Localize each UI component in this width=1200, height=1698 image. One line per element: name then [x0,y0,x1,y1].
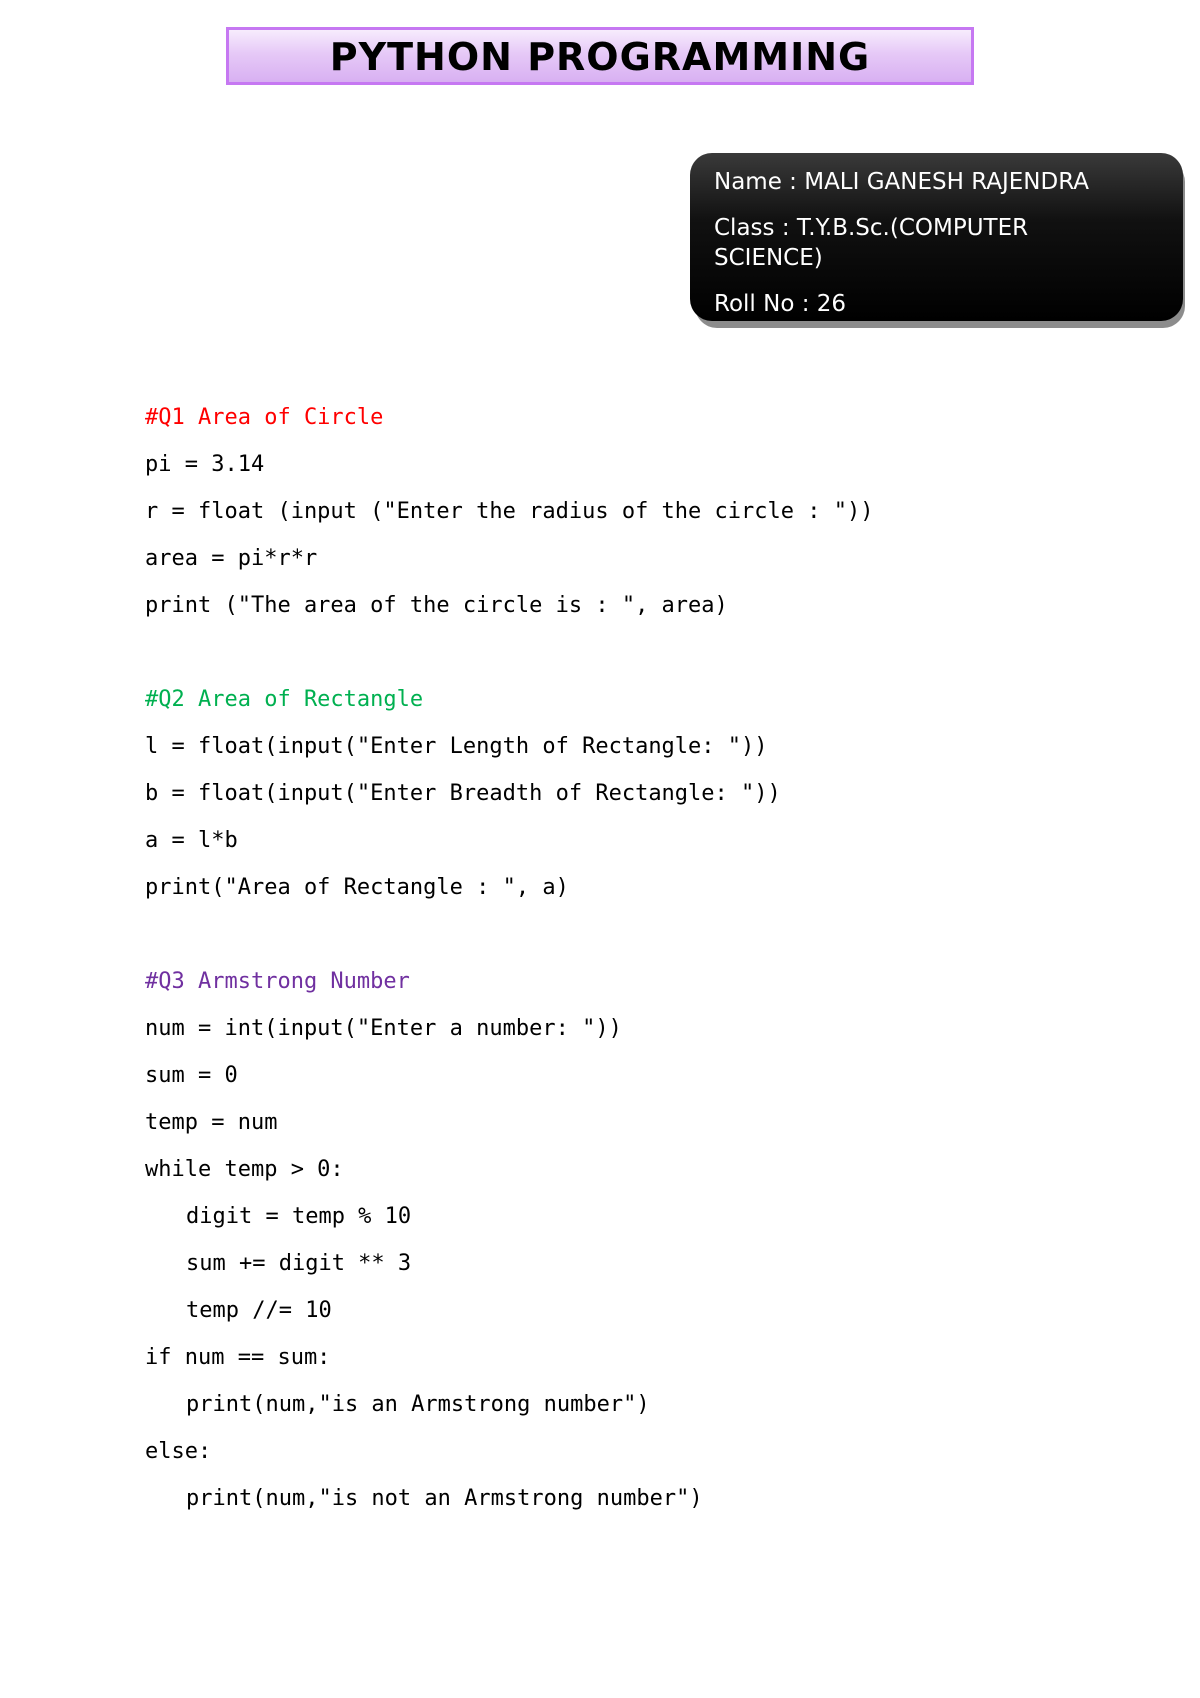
title-banner [226,27,974,85]
code-line: sum += digit ** 3 [186,1251,412,1276]
code-line: print(num,"is not an Armstrong number") [186,1486,703,1511]
code-line: temp = num [145,1110,278,1135]
code-line: else: [145,1439,212,1464]
code-line: b = float(input("Enter Breadth of Rectangle: ")) [145,781,781,806]
code-line: if num == sum: [145,1345,331,1370]
code-line: sum = 0 [145,1063,238,1088]
code-line: l = float(input("Enter Length of Rectangle: ")) [145,734,768,759]
code-line: print ("The area of the circle is : ", area) [145,593,728,618]
student-name: Name : MALI GANESH RAJENDRA [714,169,1090,195]
code-line: digit = temp % 10 [186,1204,412,1229]
q1-heading: #Q1 Area of Circle [145,405,384,430]
student-info-box [690,153,1183,321]
code-line: area = pi*r*r [145,546,318,571]
page-title: PYTHON PROGRAMMING [329,35,871,79]
code-line: a = l*b [145,828,238,853]
student-roll: Roll No : 26 [714,291,847,317]
code-line: print("Area of Rectangle : ", a) [145,875,569,900]
code-line: print(num,"is an Armstrong number") [186,1392,650,1417]
code-line: pi = 3.14 [145,452,265,477]
code-line: num = int(input("Enter a number: ")) [145,1016,622,1041]
code-line: r = float (input ("Enter the radius of the circle : ")) [145,499,874,524]
student-class: Class : T.Y.B.Sc.(COMPUTER SCIENCE) [714,215,1029,271]
q3-heading: #Q3 Armstrong Number [145,969,410,994]
code-line: while temp > 0: [145,1157,344,1182]
q2-heading: #Q2 Area of Rectangle [145,687,424,712]
code-line: temp //= 10 [186,1298,332,1323]
